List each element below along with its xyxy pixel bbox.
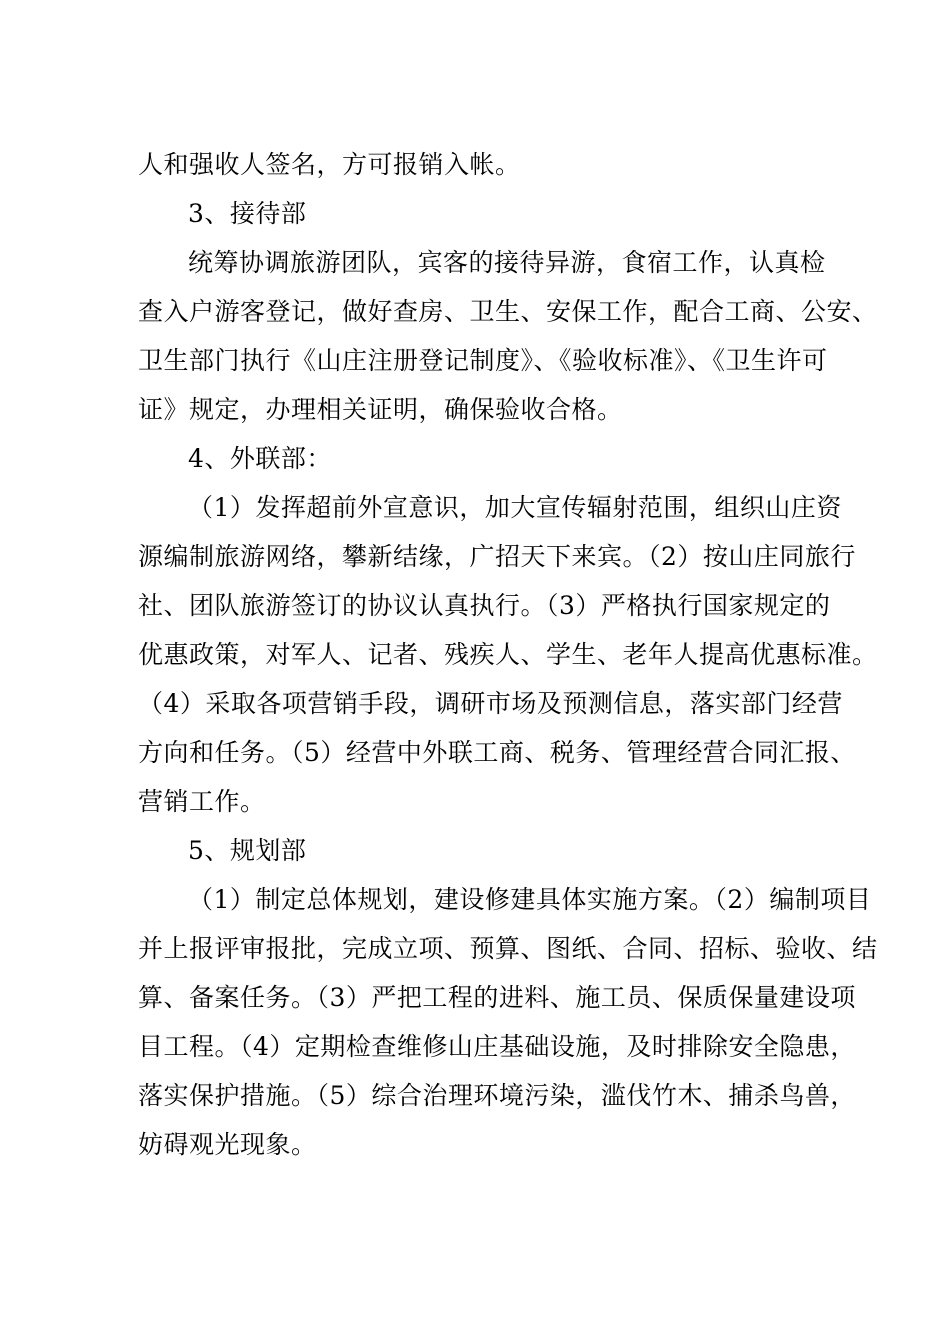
text-line: 落实保护措施。（5）综合治理环境污染，滥伐竹木、捕杀鸟兽， [138, 1081, 856, 1110]
text-line: 卫生部门执行《山庄注册登记制度》、《验收标准》、《卫生许可 [138, 346, 828, 375]
text-line: 统筹协调旅游团队，宾客的接待异游，食宿工作，认真检 [188, 248, 826, 277]
text-line: 社、团队旅游签订的协议认真执行。（3）严格执行国家规定的 [138, 591, 831, 620]
text-line: 源编制旅游网络，攀新结缘，广招天下来宾。（2）按山庄同旅行 [138, 542, 856, 571]
text-line: （1）制定总体规划，建设修建具体实施方案。（2）编制项目 [188, 885, 872, 914]
text-line: 算、备案任务。（3）严把工程的进料、施工员、保质保量建设项 [138, 983, 856, 1012]
text-line: 并上报评审报批，完成立项、预算、图纸、合同、招标、验收、结 [138, 934, 878, 963]
text-line: 人和强收人签名，方可报销入帐。 [138, 150, 521, 179]
text-line: （1）发挥超前外宣意识，加大宣传辐射范围，组织山庄资 [188, 493, 842, 522]
text-line: 方向和任务。（5）经营中外联工商、税务、管理经营合同汇报、 [138, 738, 856, 767]
text-line: 查入户游客登记，做好查房、卫生、安保工作，配合工商、公安、 [138, 297, 878, 326]
text-line: 优惠政策，对军人、记者、残疾人、学生、老年人提高优惠标准。 [138, 640, 878, 669]
text-line: 目工程。（4）定期检查维修山庄基础设施，及时排除安全隐患， [138, 1032, 856, 1061]
section-heading: 4、外联部： [188, 444, 332, 473]
text-line: 妨碍观光现象。 [138, 1130, 317, 1159]
section-heading: 3、接待部 [188, 199, 307, 228]
section-heading: 5、规划部 [188, 836, 307, 865]
text-line: 证》规定，办理相关证明，确保验收合格。 [138, 395, 623, 424]
text-line: 营销工作。 [138, 787, 266, 816]
text-line: （4）采取各项营销手段，调研市场及预测信息，落实部门经营 [138, 689, 843, 718]
